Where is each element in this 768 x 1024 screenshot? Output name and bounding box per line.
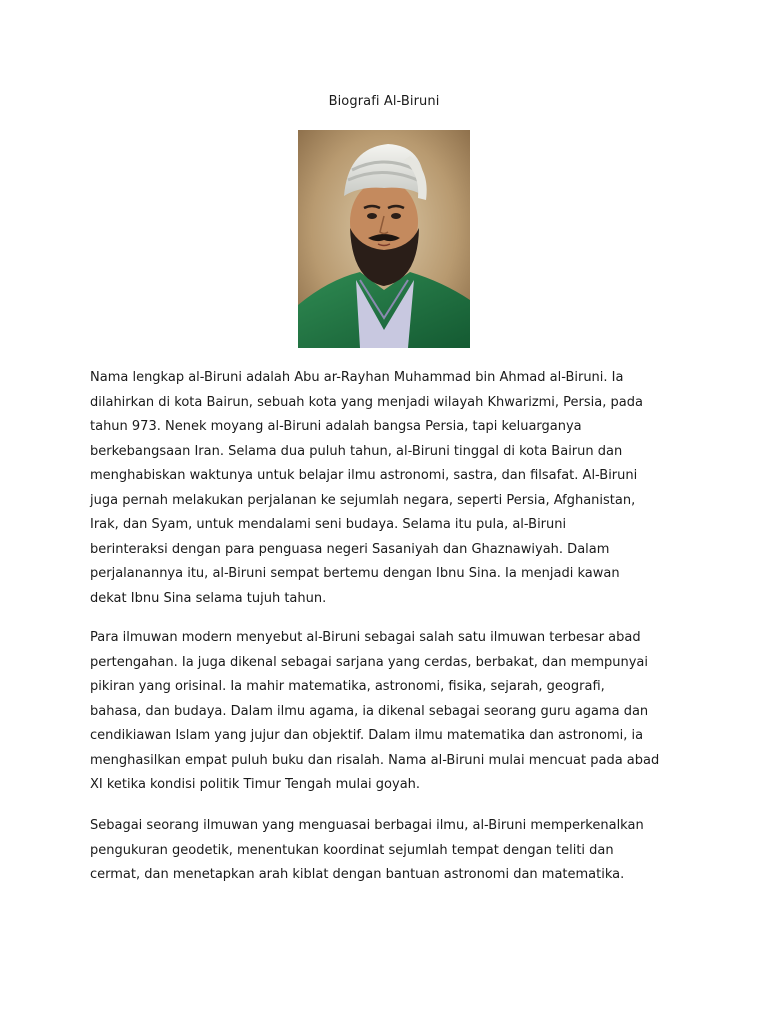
paragraph-line: cermat, dan menetapkan arah kiblat dengan bantuan astronomi dan matematika. xyxy=(90,867,625,882)
paragraph-line: pikiran yang orisinal. Ia mahir matematika, astronomi, fisika, sejarah, geografi, xyxy=(90,679,605,694)
paragraph-line: berkebangsaan Iran. Selama dua puluh tahun, al-Biruni tinggal di kota Bairun dan xyxy=(90,443,623,459)
paragraph-line: pengukuran geodetik, menentukan koordinat sejumlah tempat dengan teliti dan xyxy=(90,842,614,858)
paragraph-line: XI ketika kondisi politik Timur Tengah mulai goyah. xyxy=(90,777,421,792)
portrait-illustration xyxy=(298,130,470,348)
paragraph-2 xyxy=(90,626,690,798)
paragraph-line: cendikiawan Islam yang jujur dan objektif. Dalam ilmu matematika dan astronomi, ia xyxy=(90,728,644,743)
paragraph-line: Para ilmuwan modern menyebut al-Biruni sebagai salah satu ilmuwan terbesar abad xyxy=(90,630,641,645)
paragraph-line: menghasilkan empat puluh buku dan risalah. Nama al-Biruni mulai mencuat pada abad xyxy=(90,752,660,768)
paragraph-line: juga pernah melakukan perjalanan ke sejumlah negara, seperti Persia, Afghanistan, xyxy=(90,492,636,508)
document-title: Biografi Al-Biruni xyxy=(328,94,440,109)
paragraph-line: pertengahan. Ia juga dikenal sebagai sarjana yang cerdas, berbakat, dan mempunyai xyxy=(90,654,648,670)
paragraph-line: dekat Ibnu Sina selama tujuh tahun. xyxy=(90,590,327,606)
paragraph-line: menghabiskan waktunya untuk belajar ilmu astronomi, sastra, dan filsafat. Al-Biruni xyxy=(90,468,638,483)
paragraph-line: dilahirkan di kota Bairun, sebuah kota yang menjadi wilayah Khwarizmi, Persia, pada xyxy=(90,394,643,410)
paragraph-line: Irak, dan Syam, untuk mendalami seni budaya. Selama itu pula, al-Biruni xyxy=(90,517,567,532)
paragraph-1 xyxy=(90,366,690,611)
paragraph-line: Nama lengkap al-Biruni adalah Abu ar-Rayhan Muhammad bin Ahmad al-Biruni. Ia xyxy=(90,370,624,385)
paragraph-line: berinteraksi dengan para penguasa negeri Sasaniyah dan Ghaznawiyah. Dalam xyxy=(90,541,610,557)
paragraph-line: Sebagai seorang ilmuwan yang menguasai berbagai ilmu, al-Biruni memperkenalkan xyxy=(90,818,644,833)
paragraph-line: tahun 973. Nenek moyang al-Biruni adalah bangsa Persia, tapi keluarganya xyxy=(90,419,582,434)
paragraph-line: bahasa, dan budaya. Dalam ilmu agama, ia dikenal sebagai seorang guru agama dan xyxy=(90,703,649,719)
paragraph-3 xyxy=(90,814,690,888)
paragraph-line: perjalanannya itu, al-Biruni sempat bertemu dengan Ibnu Sina. Ia menjadi kawan xyxy=(90,566,620,581)
